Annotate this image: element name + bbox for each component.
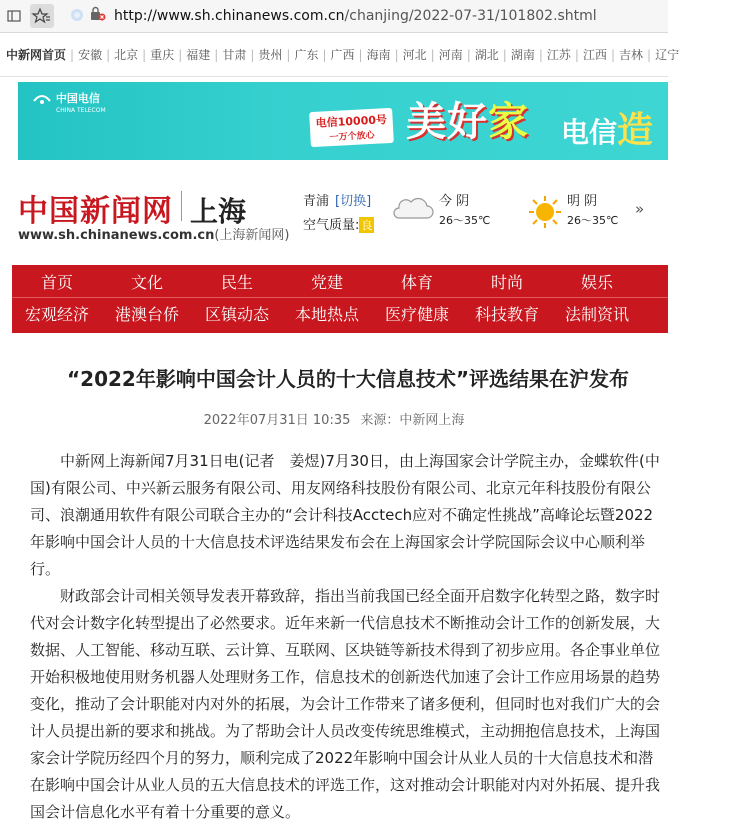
- nav-item[interactable]: 时尚: [490, 272, 523, 292]
- url-field[interactable]: [114, 8, 597, 24]
- city-nav-link[interactable]: 重庆: [150, 48, 175, 62]
- article-body: [30, 448, 662, 826]
- site-url-domain: www.sh.chinanews.com.cn: [18, 228, 215, 243]
- nav-item[interactable]: 体育: [400, 272, 433, 292]
- city-nav-separator: |: [466, 47, 471, 62]
- city-nav-link[interactable]: 湖南: [510, 48, 535, 62]
- main-nav: [12, 265, 695, 333]
- nav-item[interactable]: 娱乐: [580, 272, 613, 292]
- cloud-icon: [391, 196, 435, 226]
- article-date: 2022年07月31日 10:35: [203, 413, 351, 428]
- subnav-item[interactable]: 医疗健康: [384, 304, 449, 324]
- url-path: /chanjing/2022-07-31/101802.shtml: [344, 8, 597, 24]
- sun-icon: [527, 194, 563, 234]
- subnav-item[interactable]: 区镇动态: [204, 304, 269, 324]
- city-nav: [0, 33, 680, 77]
- city-nav-link[interactable]: 福建: [186, 48, 211, 62]
- city-nav-separator: |: [610, 47, 615, 62]
- air-quality-badge: 良: [361, 219, 373, 232]
- city-nav-home-link[interactable]: 中新网首页: [6, 48, 67, 62]
- city-nav-separator: |: [538, 47, 543, 62]
- banner-slogan-2: [561, 102, 653, 153]
- telecom-brand: 中国电信: [55, 92, 100, 105]
- weather-tomorrow-temp: 26～35℃: [567, 214, 619, 227]
- banner-slogan-a: 美好: [406, 99, 488, 145]
- sidebar-toggle-icon[interactable]: [4, 6, 24, 26]
- city-nav-link[interactable]: 北京: [114, 48, 139, 62]
- favorites-star-icon[interactable]: [30, 4, 54, 28]
- city-nav-link[interactable]: 甘肃: [222, 48, 247, 62]
- weather-location: 青浦: [303, 194, 330, 209]
- city-nav-separator: |: [70, 47, 75, 62]
- telecom-brand-en: CHINA TELECOM: [56, 107, 106, 114]
- city-nav-link[interactable]: 江西: [582, 48, 607, 62]
- city-nav-separator: |: [502, 47, 507, 62]
- site-url: [18, 224, 290, 243]
- weather-more-icon[interactable]: »: [635, 200, 645, 218]
- city-nav-link[interactable]: 贵州: [258, 48, 283, 62]
- banner-slogan-b: 家: [488, 99, 529, 145]
- city-nav-separator: |: [214, 47, 219, 62]
- city-nav-link[interactable]: 广西: [330, 48, 355, 62]
- city-nav-separator: |: [647, 47, 652, 62]
- site-logo-city: 上海: [190, 195, 247, 228]
- city-nav-separator: |: [430, 47, 435, 62]
- article-meta: [0, 409, 668, 428]
- url-host: http://www.sh.chinanews.com.cn: [114, 8, 345, 24]
- city-nav-link[interactable]: 吉林: [619, 48, 644, 62]
- banner-phone-sub: 一万个放心: [329, 130, 375, 144]
- air-quality-label: 空气质量:: [303, 218, 360, 233]
- city-nav-separator: |: [106, 47, 111, 62]
- article-title: “2022年影响中国会计人员的十大信息技术”评选结果在沪发布: [67, 367, 629, 391]
- subnav-item[interactable]: 本地热点: [294, 304, 359, 324]
- city-nav-link[interactable]: 辽宁: [655, 48, 680, 62]
- banner-ad[interactable]: [18, 82, 668, 160]
- weather-switch-link[interactable]: [切换]: [335, 194, 372, 209]
- subnav-item[interactable]: 宏观经济: [24, 304, 89, 324]
- city-nav-separator: |: [574, 47, 579, 62]
- weather-widget: [303, 190, 663, 234]
- city-nav-link[interactable]: 湖北: [474, 48, 499, 62]
- city-nav-link[interactable]: 江苏: [546, 48, 571, 62]
- city-nav-link[interactable]: 海南: [366, 48, 391, 62]
- site-url-note: (上海新闻网): [214, 228, 290, 243]
- banner-phone-tag: [309, 108, 394, 147]
- city-nav-link[interactable]: 河南: [438, 48, 463, 62]
- city-nav-separator: |: [394, 47, 399, 62]
- city-nav-separator: |: [322, 47, 327, 62]
- city-nav-separator: |: [178, 47, 183, 62]
- subnav-item[interactable]: 商: [678, 304, 695, 324]
- nav-item[interactable]: 文化: [130, 272, 163, 292]
- city-nav-link[interactable]: 安徽: [78, 48, 103, 62]
- logo-divider: [181, 191, 182, 221]
- site-logo-cn: 中国新闻网: [18, 194, 173, 229]
- weather-today-label: 今 阴: [439, 194, 470, 209]
- telecom-logo-icon: [32, 92, 56, 105]
- city-nav-separator: |: [250, 47, 255, 62]
- city-nav-separator: |: [358, 47, 363, 62]
- browser-address-bar: [0, 0, 668, 33]
- nav-item[interactable]: 党建: [310, 272, 343, 292]
- loading-icon: [70, 7, 84, 26]
- city-nav-link[interactable]: 广东: [294, 48, 319, 62]
- nav-item[interactable]: 首页: [40, 272, 73, 292]
- telecom-logo: [32, 90, 106, 114]
- main-nav-row-1: [12, 266, 642, 296]
- weather-today-temp: 26～35℃: [439, 214, 491, 227]
- main-nav-row-2: [12, 298, 732, 328]
- banner-phone: 电信10000号: [315, 113, 388, 130]
- banner-slogan: [406, 90, 529, 147]
- insecure-connection-icon[interactable]: [90, 6, 106, 26]
- nav-item[interactable]: 民生: [220, 272, 253, 292]
- banner-slogan2-a: 电信: [561, 116, 618, 149]
- city-nav-separator: |: [142, 47, 147, 62]
- city-nav-separator: |: [286, 47, 291, 62]
- article-paragraph: 财政部会计司相关领导发表开幕致辞，指出当前我国已经全面开启数字化转型之路，数字时代对会计数字化转型提出了必然要求。近年来新一代信息技术不断推动会计工作的创新发展，大数据、人工智能、移动互联、云计算、互联网、区块链等新技术得到了初步应用。各企事业单位开始积极地使用财务机器人处理财务工作，信息技术的创新迭代加速了会计工作应用场景的趋势变化，推动了会计职能对内对外的拓展，为会计工作带来了诸多便利，但同时也对我们广大的会计人员提出新的要求和挑战。为了帮助会计人员改变传统思维模式，主动拥抱信息技术，上海国家会计学院历经四个月的努力，顺利完成了2022年影响中国会计从业人员的十大信息技术和潜在影响中国会计从业人员的五大信息技术的评选工作，这对推动会计职能对内对外拓展、提升我国会计信息化水平有着十分重要的意义。: [30, 587, 661, 821]
- subnav-item[interactable]: 科技教育: [474, 304, 539, 324]
- subnav-item[interactable]: 法制资讯: [564, 304, 629, 324]
- subnav-item[interactable]: 港澳台侨: [114, 304, 179, 324]
- article-source: 来源：中新网上海: [360, 413, 465, 428]
- city-nav-link[interactable]: 河北: [402, 48, 427, 62]
- banner-slogan2-b: 造: [617, 110, 654, 151]
- weather-tomorrow-label: 明 阴: [567, 194, 598, 209]
- article-paragraph: 中新网上海新闻7月31日电(记者 姜煜)7月30日，由上海国家会计学院主办，金蝶软件(中国)有限公司、中兴新云服务有限公司、用友网络科技股份有限公司、北京元年科技股份有限公司、浪潮通用软件有限公司联合主办的“会计科技Acctech应对不确定性挑战”高峰论坛暨2022年影响中国会计人员的十大信息技术评选结果发布会在上海国家会计学院国际会议中心顺利举行。: [30, 452, 660, 578]
